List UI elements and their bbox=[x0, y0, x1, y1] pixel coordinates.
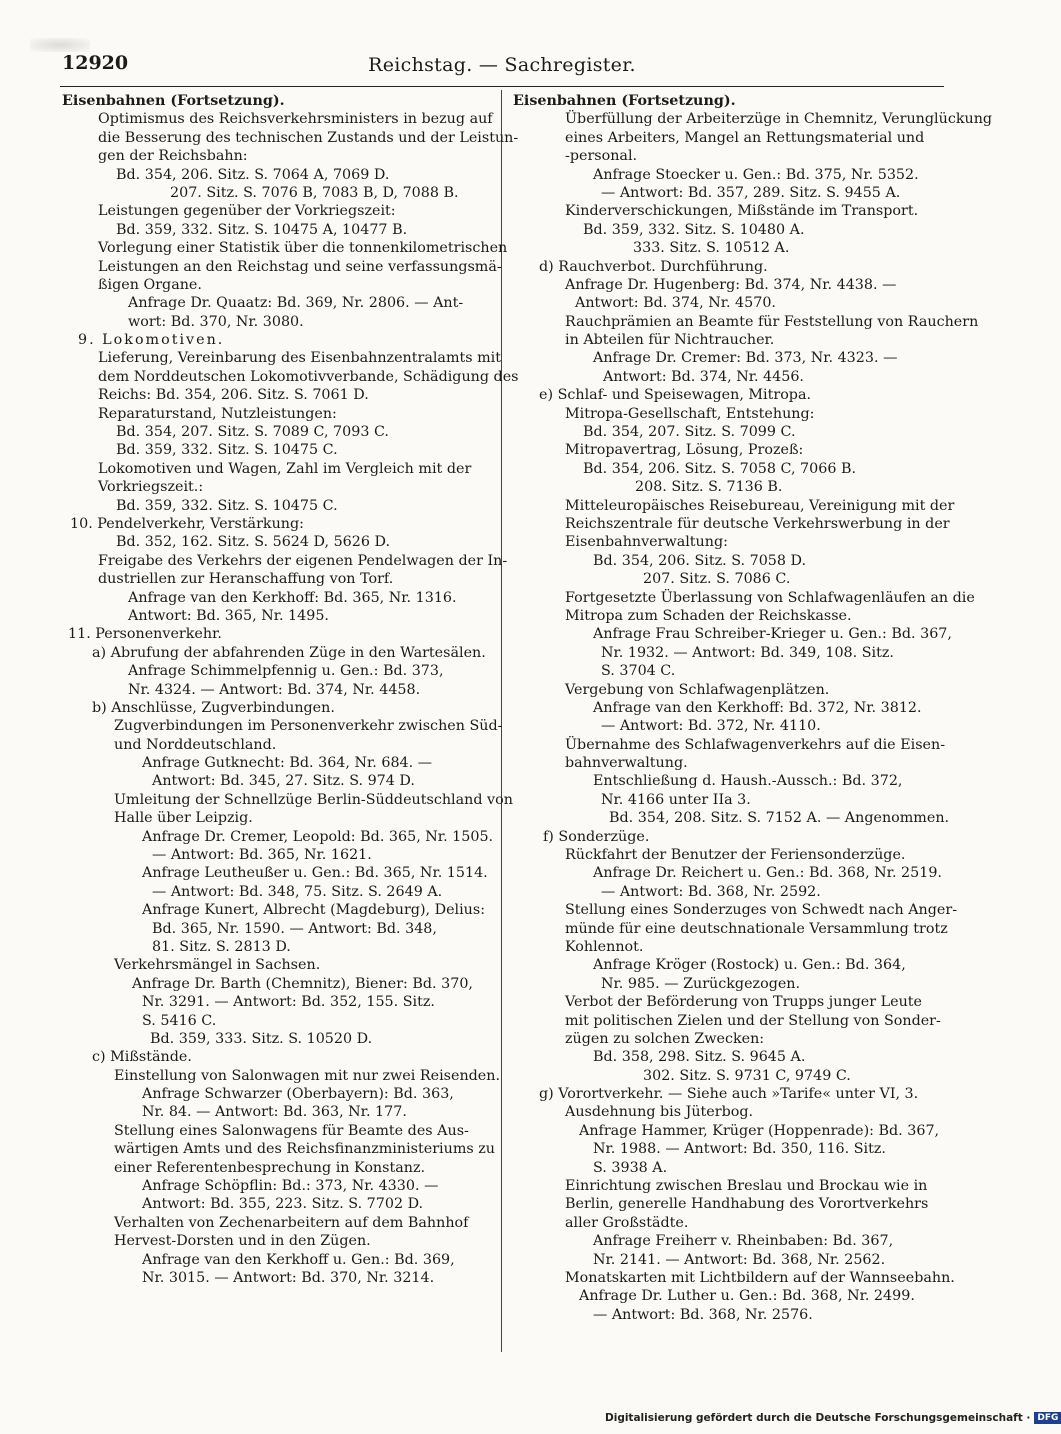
index-line: d) Rauchverbot. Durchführung. bbox=[539, 258, 768, 275]
index-line: Bd. 354, 207. Sitz. S. 7089 C, 7093 C. bbox=[116, 424, 389, 441]
index-line: Bd. 359, 333. Sitz. S. 10520 D. bbox=[150, 1030, 373, 1047]
index-line: die Besserung des technischen Zustands und der Leistun- bbox=[98, 129, 519, 146]
index-line: 11. Personenverkehr. bbox=[68, 626, 222, 643]
index-line: Rauchprämien an Beamte für Feststellung von Rauchern bbox=[565, 313, 979, 330]
index-line: f) Sonderzüge. bbox=[543, 828, 650, 845]
index-line: Vorkriegszeit.: bbox=[98, 479, 204, 496]
index-line: e) Schlaf- und Speisewagen, Mitropa. bbox=[539, 387, 812, 404]
index-line: Anfrage Dr. Hugenberg: Bd. 374, Nr. 4438. — bbox=[565, 276, 897, 293]
index-line: — Antwort: Bd. 368, Nr. 2592. bbox=[601, 883, 821, 900]
index-line: Ausdehnung bis Jüterbog. bbox=[565, 1104, 754, 1121]
index-line: Bd. 358, 298. Sitz. S. 9645 A. bbox=[593, 1049, 806, 1066]
index-line: Anfrage Stoecker u. Gen.: Bd. 375, Nr. 5352. bbox=[593, 166, 919, 183]
index-line: Nr. 1988. — Antwort: Bd. 350, 116. Sitz. bbox=[593, 1141, 886, 1158]
index-line: gen der Reichsbahn: bbox=[98, 148, 248, 165]
index-line: Bd. 354, 206. Sitz. S. 7058 C, 7066 B. bbox=[583, 460, 857, 477]
index-line: S. 5416 C. bbox=[142, 1012, 217, 1029]
running-title: Reichstag. — Sachregister. bbox=[368, 54, 636, 76]
index-line: 208. Sitz. S. 7136 B. bbox=[635, 479, 783, 496]
index-line: Nr. 4166 unter IIa 3. bbox=[601, 791, 751, 808]
index-line: zügen zu solchen Zwecken: bbox=[565, 1030, 765, 1047]
index-line: Anfrage Schimmelpfennig u. Gen.: Bd. 373, bbox=[128, 663, 444, 680]
index-line: Umleitung der Schnellzüge Berlin-Süddeutschland von bbox=[114, 791, 513, 808]
index-line: einer Referentenbesprechung in Konstanz. bbox=[114, 1159, 426, 1176]
index-line: — Antwort: Bd. 372, Nr. 4110. bbox=[601, 718, 821, 735]
index-line: Mitropa zum Schaden der Reichskasse. bbox=[565, 607, 852, 624]
index-line: a) Abrufung der abfahrenden Züge in den Wartesälen. bbox=[92, 644, 486, 661]
index-line: eines Arbeiters, Mangel an Rettungsmaterial und bbox=[565, 129, 925, 146]
index-line: ßigen Organe. bbox=[98, 276, 202, 293]
index-line: Bd. 354, 206. Sitz. S. 7058 D. bbox=[593, 552, 807, 569]
index-line: Anfrage Kunert, Albrecht (Magdeburg), Delius: bbox=[142, 902, 486, 919]
index-line: Anfrage Freiherr v. Rheinbaben: Bd. 367, bbox=[593, 1233, 894, 1250]
index-line: Nr. 2141. — Antwort: Bd. 368, Nr. 2562. bbox=[593, 1251, 886, 1268]
index-line: Hervest-Dorsten und in den Zügen. bbox=[114, 1233, 371, 1250]
index-line: Kohlennot. bbox=[565, 938, 644, 955]
left-column bbox=[62, 92, 519, 1287]
index-line: Nr. 4324. — Antwort: Bd. 374, Nr. 4458. bbox=[128, 681, 421, 698]
index-line: aller Großstädte. bbox=[565, 1214, 689, 1231]
index-line: Fortgesetzte Überlassung von Schlafwagenläufen an die bbox=[565, 589, 975, 606]
index-line: Reichszentrale für deutsche Verkehrswerbung in der bbox=[565, 515, 950, 532]
index-line: Überfüllung der Arbeiterzüge in Chemnitz, Verunglückung bbox=[565, 111, 993, 128]
index-line: wort: Bd. 370, Nr. 3080. bbox=[128, 313, 304, 330]
right-column bbox=[513, 92, 993, 1324]
index-line: Vorlegung einer Statistik über die tonnenkilometrischen bbox=[98, 240, 508, 257]
index-line: Nr. 1932. — Antwort: Bd. 349, 108. Sitz. bbox=[601, 644, 894, 661]
index-line: Anfrage Leutheußer u. Gen.: Bd. 365, Nr. 1514. bbox=[142, 865, 488, 882]
index-line: Reichs: Bd. 354, 206. Sitz. S. 7061 D. bbox=[98, 387, 369, 404]
index-line: 333. Sitz. S. 10512 A. bbox=[633, 240, 790, 257]
index-line: c) Mißstände. bbox=[92, 1049, 192, 1066]
index-line: Bd. 352, 162. Sitz. S. 5624 D, 5626 D. bbox=[116, 534, 391, 551]
index-line: Mitteleuropäisches Reisebureau, Vereinigung mit der bbox=[565, 497, 955, 514]
index-line: Einstellung von Salonwagen mit nur zwei Reisenden. bbox=[114, 1067, 501, 1084]
index-line: — Antwort: Bd. 365, Nr. 1621. bbox=[152, 847, 372, 864]
footer bbox=[605, 1412, 1059, 1430]
index-line: S. 3704 C. bbox=[601, 663, 676, 680]
index-line: Anfrage Dr. Barth (Chemnitz), Biener: Bd. 370, bbox=[132, 975, 473, 992]
index-line: Eisenbahnen (Fortsetzung). bbox=[62, 93, 285, 109]
index-line: Entschließung d. Haush.-Aussch.: Bd. 372, bbox=[593, 773, 903, 790]
index-line: -personal. bbox=[565, 148, 638, 165]
index-line: Eisenbahnverwaltung: bbox=[565, 534, 728, 551]
index-line: Stellung eines Salonwagens für Beamte des Aus- bbox=[114, 1122, 469, 1139]
index-line: Eisenbahnen (Fortsetzung). bbox=[513, 93, 736, 109]
index-line: Bd. 359, 332. Sitz. S. 10480 A. bbox=[583, 221, 805, 238]
index-line: Reparaturstand, Nutzleistungen: bbox=[98, 405, 337, 422]
index-line: 10. Pendelverkehr, Verstärkung: bbox=[70, 515, 304, 532]
index-line: Bd. 365, Nr. 1590. — Antwort: Bd. 348, bbox=[152, 920, 437, 937]
index-line: Zugverbindungen im Personenverkehr zwischen Süd- bbox=[114, 718, 503, 735]
index-line: Anfrage Kröger (Rostock) u. Gen.: Bd. 364, bbox=[593, 957, 906, 974]
index-line: Stellung eines Sonderzuges von Schwedt nach Anger- bbox=[565, 902, 958, 919]
index-line: Anfrage Dr. Luther u. Gen.: Bd. 368, Nr. 2499. bbox=[579, 1288, 915, 1305]
index-line: — Antwort: Bd. 357, 289. Sitz. S. 9455 A. bbox=[601, 184, 901, 201]
index-line: Anfrage Frau Schreiber-Krieger u. Gen.: Bd. 367, bbox=[593, 626, 952, 643]
index-line: Nr. 985. — Zurückgezogen. bbox=[601, 975, 801, 992]
index-line: Vergebung von Schlafwagenplätzen. bbox=[565, 681, 830, 698]
index-line: Bd. 359, 332. Sitz. S. 10475 A, 10477 B. bbox=[116, 221, 408, 238]
index-line: 207. Sitz. S. 7086 C. bbox=[643, 571, 791, 588]
index-line: Anfrage van den Kerkhoff: Bd. 372, Nr. 3812. bbox=[593, 699, 922, 716]
index-line: Mitropavertrag, Lösung, Prozeß: bbox=[565, 442, 804, 459]
header-rule bbox=[60, 86, 944, 87]
index-line: Berlin, generelle Handhabung des Vorortverkehrs bbox=[565, 1196, 929, 1213]
index-line: bahnverwaltung. bbox=[565, 755, 688, 772]
index-line: münde für eine deutschnationale Versammlung trotz bbox=[565, 920, 948, 937]
index-line: Verhalten von Zechenarbeitern auf dem Bahnhof bbox=[114, 1214, 469, 1231]
index-line: Lokomotiven und Wagen, Zahl im Vergleich mit der bbox=[98, 460, 472, 477]
page-number: 12920 bbox=[62, 52, 129, 74]
index-line: Einrichtung zwischen Breslau und Brockau wie in bbox=[565, 1178, 928, 1195]
index-line: dem Norddeutschen Lokomotivverbande, Schädigung des bbox=[98, 368, 519, 385]
index-line: Anfrage van den Kerkhoff: Bd. 365, Nr. 1316. bbox=[128, 589, 457, 606]
index-line: Leistungen an den Reichstag und seine verfassungsmä- bbox=[98, 258, 502, 275]
index-line: Halle über Leipzig. bbox=[114, 810, 253, 827]
index-line: Antwort: Bd. 374, Nr. 4456. bbox=[603, 368, 804, 385]
index-line: mit politischen Zielen und der Stellung von Sonder- bbox=[565, 1012, 941, 1029]
index-line: Rückfahrt der Benutzer der Feriensonderzüge. bbox=[565, 847, 906, 864]
index-line: Anfrage Gutknecht: Bd. 364, Nr. 684. — bbox=[142, 755, 433, 772]
index-line: Lieferung, Vereinbarung des Eisenbahnzentralamts mit bbox=[98, 350, 502, 367]
index-line: Anfrage Dr. Reichert u. Gen.: Bd. 368, Nr. 2519. bbox=[593, 865, 942, 882]
index-line: Antwort: Bd. 345, 27. Sitz. S. 974 D. bbox=[152, 773, 415, 790]
index-line: 207. Sitz. S. 7076 B, 7083 B, D, 7088 B. bbox=[170, 184, 459, 201]
index-line: Mitropa-Gesellschaft, Entstehung: bbox=[565, 405, 815, 422]
index-line: Leistungen gegenüber der Vorkriegszeit: bbox=[98, 203, 396, 220]
index-line: Bd. 359, 332. Sitz. S. 10475 C. bbox=[116, 497, 338, 514]
index-line: Anfrage Dr. Cremer: Bd. 373, Nr. 4323. — bbox=[593, 350, 898, 367]
index-line: g) Vorortverkehr. — Siehe auch »Tarife« unter VI, 3. bbox=[539, 1086, 919, 1103]
index-line: Bd. 354, 208. Sitz. S. 7152 A. — Angenommen. bbox=[609, 810, 950, 827]
index-line: Monatskarten mit Lichtbildern auf der Wannseebahn. bbox=[565, 1270, 955, 1286]
index-line: dustriellen zur Heranschaffung von Torf. bbox=[98, 571, 394, 588]
index-line: Anfrage van den Kerkhoff u. Gen.: Bd. 369, bbox=[142, 1251, 455, 1268]
index-line: Bd. 359, 332. Sitz. S. 10475 C. bbox=[116, 442, 338, 459]
index-line: b) Anschlüsse, Zugverbindungen. bbox=[92, 699, 335, 716]
index-line: Anfrage Schöpflin: Bd.: 373, Nr. 4330. — bbox=[142, 1178, 439, 1195]
index-line: Antwort: Bd. 355, 223. Sitz. S. 7702 D. bbox=[142, 1196, 424, 1213]
index-line: Nr. 3291. — Antwort: Bd. 352, 155. Sitz. bbox=[142, 994, 435, 1011]
index-line: Verbot der Beförderung von Trupps junger Leute bbox=[565, 994, 923, 1011]
index-line: — Antwort: Bd. 348, 75. Sitz. S. 2649 A. bbox=[152, 883, 443, 900]
index-line: Anfrage Dr. Quaatz: Bd. 369, Nr. 2806. — Ant- bbox=[128, 295, 464, 312]
index-line: Antwort: Bd. 365, Nr. 1495. bbox=[128, 607, 329, 624]
index-line: und Norddeutschland. bbox=[114, 736, 277, 753]
dfg-logo: DFG bbox=[1034, 1412, 1061, 1424]
index-line: in Abteilen für Nichtraucher. bbox=[565, 332, 775, 349]
index-line: Optimismus des Reichsverkehrsministers in bezug auf bbox=[98, 111, 493, 128]
index-line: Freigabe des Verkehrs der eigenen Pendelwagen der In- bbox=[98, 552, 508, 569]
index-line: Übernahme des Schlafwagenverkehrs auf die Eisen- bbox=[565, 736, 946, 753]
index-line: Bd. 354, 206. Sitz. S. 7064 A, 7069 D. bbox=[116, 166, 390, 183]
index-line: 9. Lokomotiven. bbox=[78, 332, 225, 349]
index-line: 81. Sitz. S. 2813 D. bbox=[152, 938, 291, 955]
index-line: Verkehrsmängel in Sachsen. bbox=[114, 957, 321, 974]
footer-credit: Digitalisierung gefördert durch die Deutsche Forschungsgemeinschaft · bbox=[605, 1412, 1031, 1424]
index-line: Anfrage Schwarzer (Oberbayern): Bd. 363, bbox=[142, 1086, 454, 1103]
index-line: Kinderverschickungen, Mißstände im Transport. bbox=[565, 203, 919, 220]
index-line: Anfrage Hammer, Krüger (Hoppenrade): Bd. 367, bbox=[579, 1122, 940, 1139]
index-line: Bd. 354, 207. Sitz. S. 7099 C. bbox=[583, 424, 796, 441]
index-line: 302. Sitz. S. 9731 C, 9749 C. bbox=[643, 1067, 851, 1084]
page-header bbox=[62, 52, 942, 82]
index-line: wärtigen Amts und des Reichsfinanzministeriums zu bbox=[114, 1141, 495, 1158]
index-line: Anfrage Dr. Cremer, Leopold: Bd. 365, Nr. 1505. bbox=[142, 828, 494, 845]
paper-smudge bbox=[30, 38, 90, 52]
index-line: Nr. 3015. — Antwort: Bd. 370, Nr. 3214. bbox=[142, 1270, 435, 1286]
index-line: Nr. 84. — Antwort: Bd. 363, Nr. 177. bbox=[142, 1104, 407, 1121]
index-line: S. 3938 A. bbox=[593, 1159, 668, 1176]
index-line: Antwort: Bd. 374, Nr. 4570. bbox=[575, 295, 776, 312]
index-line: — Antwort: Bd. 368, Nr. 2576. bbox=[593, 1306, 813, 1323]
